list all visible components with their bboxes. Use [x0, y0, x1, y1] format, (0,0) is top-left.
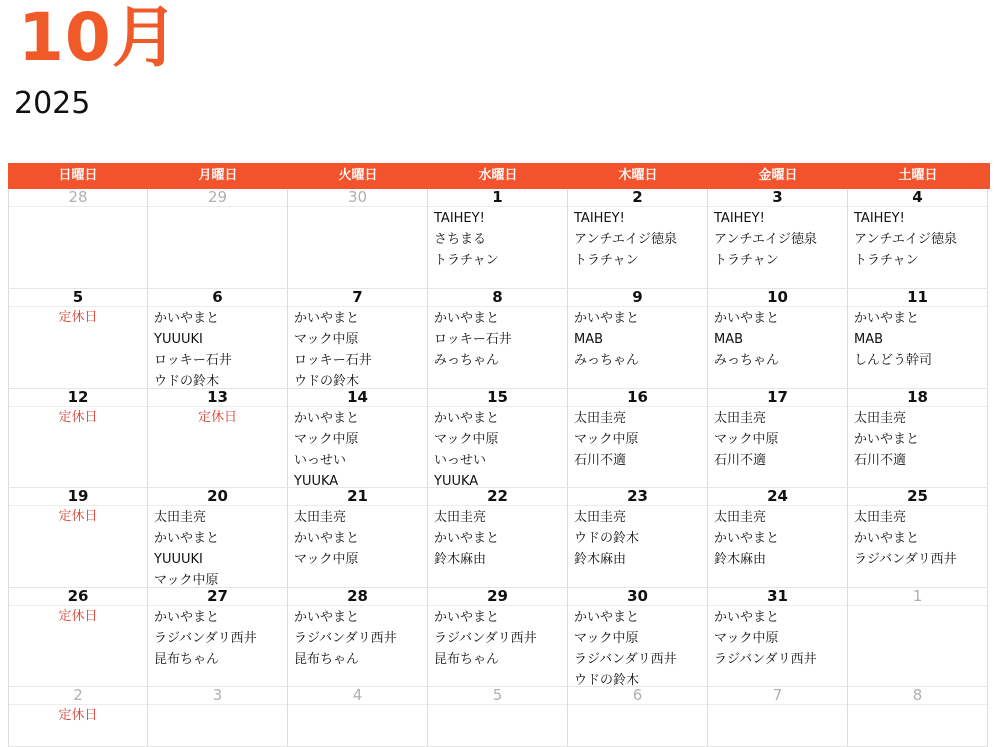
event-list — [15, 705, 141, 726]
event-item[interactable]: 石川不適 — [574, 453, 627, 468]
event-list — [294, 407, 421, 488]
day-cell[interactable] — [288, 588, 428, 687]
event-item[interactable]: MAB — [574, 332, 604, 347]
event-item[interactable]: かいやまと — [294, 311, 360, 326]
event-item[interactable]: トラチャン — [574, 253, 639, 268]
event-item[interactable]: TAIHEY! — [434, 211, 485, 226]
event-item[interactable]: マック中原 — [714, 631, 779, 646]
event-list — [15, 207, 141, 208]
day-number: 25 — [848, 488, 987, 506]
day-number: 19 — [9, 488, 147, 506]
event-item[interactable]: ウドの鈴木 — [574, 531, 640, 546]
event-item[interactable]: 太田圭亮 — [294, 510, 347, 525]
day-number: 11 — [848, 289, 987, 307]
day-cell[interactable] — [8, 189, 148, 289]
weekday-header — [8, 163, 990, 189]
day-cell[interactable] — [848, 389, 988, 488]
event-list — [294, 307, 421, 389]
day-cell[interactable] — [8, 389, 148, 488]
event-list — [294, 705, 421, 706]
event-list — [574, 705, 701, 706]
event-item[interactable]: かいやまと — [434, 531, 500, 546]
event-item[interactable]: かいやまと — [294, 411, 360, 426]
day-cell[interactable] — [148, 588, 288, 687]
day-cell[interactable] — [288, 389, 428, 488]
event-item[interactable]: 石川不適 — [714, 453, 767, 468]
day-cell[interactable] — [568, 687, 708, 747]
day-number: 22 — [428, 488, 567, 506]
event-item[interactable]: 太田圭亮 — [854, 411, 907, 426]
event-item[interactable]: 太田圭亮 — [434, 510, 487, 525]
day-number: 23 — [568, 488, 707, 506]
event-list — [854, 407, 981, 471]
event-item[interactable]: かいやまと — [574, 610, 640, 625]
event-item[interactable]: マック中原 — [574, 432, 639, 447]
day-number: 29 — [148, 189, 287, 207]
day-cell[interactable] — [148, 488, 288, 588]
day-cell[interactable] — [708, 588, 848, 687]
event-list — [714, 307, 841, 371]
event-item[interactable]: YUUKA — [434, 474, 479, 488]
event-list — [154, 407, 281, 428]
day-number: 14 — [288, 389, 427, 407]
event-list — [574, 606, 701, 687]
event-list — [434, 506, 561, 570]
day-cell[interactable] — [428, 389, 568, 488]
event-item[interactable]: みっちゃん — [434, 353, 500, 368]
day-number: 8 — [428, 289, 567, 307]
event-list — [154, 606, 281, 670]
event-item[interactable]: 太田圭亮 — [714, 411, 767, 426]
day-cell[interactable] — [288, 189, 428, 289]
day-number: 28 — [288, 588, 427, 606]
day-number: 12 — [9, 389, 147, 407]
day-number: 21 — [288, 488, 427, 506]
event-item[interactable]: かいやまと — [154, 311, 220, 326]
event-item[interactable]: 太田圭亮 — [854, 510, 907, 525]
day-number: 27 — [148, 588, 287, 606]
day-number: 30 — [568, 588, 707, 606]
event-list — [434, 207, 561, 271]
event-item[interactable]: 太田圭亮 — [574, 411, 627, 426]
event-item[interactable]: マック中原 — [294, 552, 359, 567]
event-item[interactable]: かいやまと — [854, 531, 920, 546]
day-number: 3 — [708, 189, 847, 207]
day-number: 9 — [568, 289, 707, 307]
event-item[interactable]: かいやまと — [854, 311, 920, 326]
day-number: 26 — [9, 588, 147, 606]
day-number: 31 — [708, 588, 847, 606]
event-list — [714, 506, 841, 570]
event-item[interactable]: いっせい — [294, 453, 347, 468]
event-item[interactable]: TAIHEY! — [854, 211, 905, 226]
event-item[interactable]: かいやまと — [294, 531, 360, 546]
event-item[interactable]: 太田圭亮 — [154, 510, 207, 525]
day-cell[interactable] — [568, 289, 708, 389]
event-item[interactable]: トラチャン — [434, 253, 499, 268]
day-cell[interactable] — [428, 189, 568, 289]
event-item[interactable]: アンチエイジ徳泉 — [714, 232, 817, 247]
event-item[interactable]: かいやまと — [714, 311, 780, 326]
day-number: 3 — [148, 687, 287, 705]
day-number: 28 — [9, 189, 147, 207]
day-number: 13 — [148, 389, 287, 407]
day-number: 5 — [9, 289, 147, 307]
event-item[interactable]: TAIHEY! — [574, 211, 625, 226]
event-item[interactable]: ロッキー石井 — [434, 332, 512, 347]
event-item[interactable]: みっちゃん — [574, 353, 640, 368]
event-list — [714, 207, 841, 271]
weekday-label: 月曜日 — [198, 168, 238, 183]
event-item[interactable]: マック中原 — [294, 332, 359, 347]
day-cell[interactable] — [708, 687, 848, 747]
event-item[interactable]: 鈴木麻由 — [714, 552, 767, 567]
event-item[interactable]: YUUKA — [294, 474, 339, 488]
day-number: 8 — [848, 687, 987, 705]
event-item[interactable]: ラジバンダリ西井 — [574, 652, 677, 667]
event-item[interactable]: ウドの鈴木 — [294, 374, 360, 389]
day-cell[interactable] — [8, 588, 148, 687]
event-item[interactable]: 石川不適 — [854, 453, 907, 468]
event-list — [854, 506, 981, 570]
day-number: 2 — [9, 687, 147, 705]
day-cell[interactable] — [708, 189, 848, 289]
event-list — [574, 407, 701, 471]
event-list — [294, 207, 421, 208]
event-list — [714, 407, 841, 471]
event-item[interactable]: かいやまと — [154, 531, 220, 546]
event-item[interactable]: マック中原 — [574, 631, 639, 646]
event-list — [574, 506, 701, 570]
event-item[interactable]: 昆布ちゃん — [154, 652, 220, 667]
day-number: 1 — [428, 189, 567, 207]
event-item[interactable]: ラジバンダリ西井 — [714, 652, 817, 667]
event-item[interactable]: いっせい — [434, 453, 487, 468]
event-item[interactable]: かいやまと — [434, 311, 500, 326]
day-cell[interactable] — [708, 389, 848, 488]
event-list — [434, 307, 561, 371]
calendar-grid — [8, 189, 990, 747]
event-item[interactable]: 太田圭亮 — [574, 510, 627, 525]
event-item[interactable]: マック中原 — [154, 573, 219, 588]
event-list — [434, 407, 561, 488]
event-item[interactable]: TAIHEY! — [714, 211, 765, 226]
weekday-label: 土曜日 — [898, 168, 938, 183]
day-cell[interactable] — [848, 588, 988, 687]
event-item[interactable]: ウドの鈴木 — [154, 374, 220, 389]
event-item[interactable]: マック中原 — [294, 432, 359, 447]
day-cell[interactable] — [8, 289, 148, 389]
event-item[interactable]: さちまる — [434, 232, 487, 247]
weekday-label: 日曜日 — [58, 168, 98, 183]
event-item[interactable]: しんどう幹司 — [854, 353, 933, 368]
day-number: 6 — [568, 687, 707, 705]
day-number: 7 — [288, 289, 427, 307]
event-list — [854, 307, 981, 371]
holiday-label: 定休日 — [58, 310, 98, 325]
day-number: 29 — [428, 588, 567, 606]
day-number: 4 — [848, 189, 987, 207]
event-list — [154, 705, 281, 706]
holiday-label: 定休日 — [58, 609, 98, 624]
day-cell[interactable] — [848, 189, 988, 289]
day-cell[interactable] — [568, 488, 708, 588]
event-item[interactable]: アンチエイジ徳泉 — [574, 232, 677, 247]
day-number: 1 — [848, 588, 987, 606]
event-item[interactable]: みっちゃん — [714, 353, 780, 368]
event-list — [574, 307, 701, 371]
event-item[interactable]: マック中原 — [714, 432, 779, 447]
holiday-label: 定休日 — [58, 708, 98, 723]
event-list — [294, 506, 421, 570]
event-item[interactable]: 鈴木麻由 — [574, 552, 627, 567]
holiday-label: 定休日 — [58, 509, 98, 524]
day-cell[interactable] — [708, 488, 848, 588]
day-cell[interactable] — [8, 488, 148, 588]
event-list — [854, 207, 981, 271]
day-number: 16 — [568, 389, 707, 407]
month-title: 10月 — [18, 0, 179, 76]
day-cell[interactable] — [568, 389, 708, 488]
weekday-label: 火曜日 — [338, 168, 378, 183]
event-list — [854, 606, 981, 607]
calendar — [8, 163, 990, 747]
event-item[interactable]: かいやまと — [714, 610, 780, 625]
day-number: 7 — [708, 687, 847, 705]
day-number: 2 — [568, 189, 707, 207]
holiday-label: 定休日 — [58, 410, 98, 425]
event-list — [154, 307, 281, 389]
event-item[interactable]: アンチエイジ徳泉 — [854, 232, 957, 247]
day-cell[interactable] — [428, 588, 568, 687]
event-list — [15, 506, 141, 527]
day-number: 24 — [708, 488, 847, 506]
event-list — [854, 705, 981, 706]
event-item[interactable]: ラジバンダリ西井 — [854, 552, 957, 567]
weekday-label: 木曜日 — [618, 168, 658, 183]
event-item[interactable]: かいやまと — [294, 610, 360, 625]
day-cell[interactable] — [288, 488, 428, 588]
day-number: 17 — [708, 389, 847, 407]
event-item[interactable]: ラジバンダリ西井 — [294, 631, 397, 646]
event-list — [294, 606, 421, 670]
event-list — [714, 705, 841, 706]
event-list — [154, 506, 281, 588]
day-cell[interactable] — [848, 687, 988, 747]
day-cell[interactable] — [848, 488, 988, 588]
event-item[interactable]: かいやまと — [434, 610, 500, 625]
day-number: 18 — [848, 389, 987, 407]
day-cell[interactable] — [288, 289, 428, 389]
weekday-label: 金曜日 — [758, 168, 798, 183]
event-list — [15, 407, 141, 428]
day-cell[interactable] — [428, 289, 568, 389]
day-cell[interactable] — [708, 289, 848, 389]
day-number: 6 — [148, 289, 287, 307]
day-number: 15 — [428, 389, 567, 407]
event-item[interactable]: かいやまと — [434, 411, 500, 426]
day-number: 10 — [708, 289, 847, 307]
day-number: 5 — [428, 687, 567, 705]
event-item[interactable]: 昆布ちゃん — [294, 652, 360, 667]
event-item[interactable]: マック中原 — [434, 432, 499, 447]
day-cell[interactable] — [148, 389, 288, 488]
event-item[interactable]: かいやまと — [574, 311, 640, 326]
event-item[interactable]: YUUUKI — [154, 552, 203, 567]
event-list — [434, 606, 561, 670]
event-list — [714, 606, 841, 670]
day-cell[interactable] — [568, 189, 708, 289]
year-label: 2025 — [14, 86, 91, 121]
event-item[interactable]: ロッキー石井 — [294, 353, 372, 368]
day-number: 30 — [288, 189, 427, 207]
weekday-label: 水曜日 — [478, 168, 518, 183]
day-cell[interactable] — [148, 289, 288, 389]
event-item[interactable]: トラチャン — [854, 253, 919, 268]
day-cell[interactable] — [428, 488, 568, 588]
event-item[interactable]: ウドの鈴木 — [574, 673, 640, 687]
event-list — [154, 207, 281, 208]
day-number: 20 — [148, 488, 287, 506]
day-cell[interactable] — [148, 189, 288, 289]
event-list — [434, 705, 561, 706]
day-cell[interactable] — [8, 687, 148, 747]
event-item[interactable]: ロッキー石井 — [154, 353, 232, 368]
event-item[interactable]: 昆布ちゃん — [434, 652, 500, 667]
event-item[interactable]: MAB — [714, 332, 744, 347]
day-cell[interactable] — [848, 289, 988, 389]
event-list — [15, 307, 141, 328]
event-item[interactable]: かいやまと — [154, 610, 220, 625]
day-cell[interactable] — [288, 687, 428, 747]
event-list — [15, 606, 141, 627]
event-item[interactable]: ラジバンダリ西井 — [434, 631, 537, 646]
event-item[interactable]: かいやまと — [714, 531, 780, 546]
event-item[interactable]: かいやまと — [854, 432, 920, 447]
day-cell[interactable] — [428, 687, 568, 747]
event-item[interactable]: 鈴木麻由 — [434, 552, 487, 567]
event-item[interactable]: YUUUKI — [154, 332, 203, 347]
day-cell[interactable] — [568, 588, 708, 687]
event-item[interactable]: MAB — [854, 332, 884, 347]
day-cell[interactable] — [148, 687, 288, 747]
day-number: 4 — [288, 687, 427, 705]
event-item[interactable]: 太田圭亮 — [714, 510, 767, 525]
event-list — [574, 207, 701, 271]
holiday-label: 定休日 — [197, 410, 237, 425]
event-item[interactable]: ラジバンダリ西井 — [154, 631, 257, 646]
event-item[interactable]: トラチャン — [714, 253, 779, 268]
